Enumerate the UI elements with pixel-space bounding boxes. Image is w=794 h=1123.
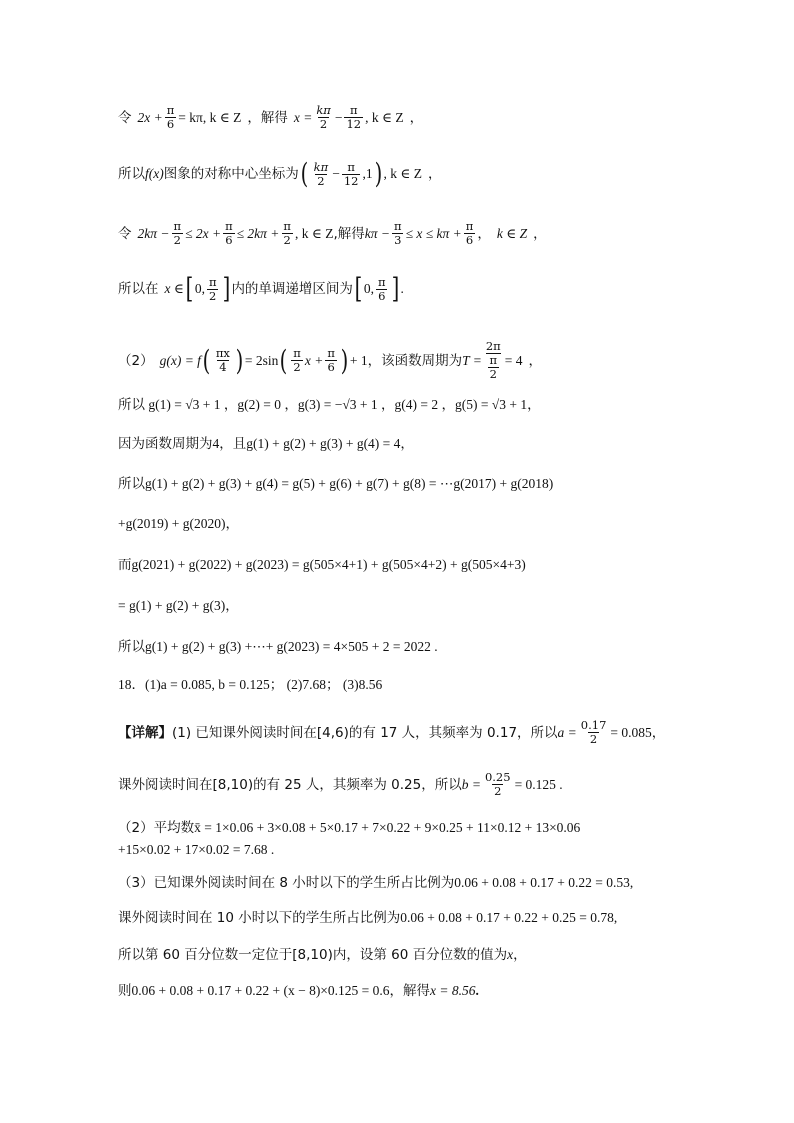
line-5 bbox=[118, 340, 542, 381]
fraction: $\frac{\pi}{2}$ bbox=[293, 346, 301, 374]
math: T = bbox=[462, 352, 482, 368]
math: x ∈ bbox=[164, 281, 184, 296]
math: x̄ = 1×0.06 + 3×0.08 + 5×0.17 + 7×0.22 + 9×0.25 + 11×0.12 + 13×0.06 bbox=[194, 820, 581, 835]
math: + 1 bbox=[349, 352, 368, 368]
math: − bbox=[334, 109, 343, 125]
compound-fraction: 2π π 2 bbox=[485, 339, 501, 381]
math: 4 bbox=[212, 436, 220, 451]
paren-right: ) bbox=[374, 157, 382, 190]
math: 0.06 + 0.08 + 0.17 + 0.22 + 0.25 = 0.78, bbox=[400, 910, 618, 925]
text: (1) 已知课外阅读时间在[4,6)的有 17 人，其频率为 0.17，所以 bbox=[172, 724, 558, 741]
fraction: $\frac{\pi}{12}$ bbox=[343, 159, 359, 188]
text: ， bbox=[428, 166, 442, 182]
text: 因为函数周期为 bbox=[118, 436, 213, 452]
fraction: $\frac{\pi}{12}$ bbox=[346, 103, 362, 131]
math: 0, bbox=[194, 281, 205, 296]
paren-left: ( bbox=[280, 343, 288, 377]
line-8 bbox=[118, 474, 553, 494]
line-15 bbox=[118, 771, 563, 798]
text: 则 bbox=[118, 983, 132, 999]
text: 所以 bbox=[118, 166, 145, 182]
math: = kπ, k ∈ Z bbox=[178, 109, 242, 125]
math: b = bbox=[461, 776, 481, 792]
line-21 bbox=[118, 981, 479, 1001]
math: g(2021) + g(2022) + g(2023) = g(505×4+1) + g(505×4+2) + g(505×4+3) bbox=[131, 557, 526, 572]
line-3 bbox=[118, 220, 547, 247]
text: 课外阅读时间在 10 小时以下的学生所占比例为 bbox=[118, 910, 401, 926]
text: ， bbox=[533, 225, 547, 242]
math: , k ∈ Z bbox=[383, 166, 423, 181]
math: 0.06 + 0.08 + 0.17 + 0.22 + (x − 8)×0.125 = 0.6 bbox=[131, 983, 390, 998]
text: ，该函数周期为 bbox=[367, 352, 463, 369]
paren-right: ) bbox=[340, 343, 349, 377]
text: ， bbox=[513, 947, 527, 963]
line-4 bbox=[118, 272, 404, 305]
text: （2） bbox=[118, 352, 154, 369]
text: 内的单调递增区间为 bbox=[231, 281, 353, 297]
line-1 bbox=[118, 104, 423, 131]
math: , k ∈ Z bbox=[294, 225, 334, 241]
line-19 bbox=[118, 908, 617, 928]
line-17 bbox=[118, 840, 274, 860]
math: − bbox=[332, 166, 340, 181]
math: g(1) + g(2) + g(3) + g(4) = 4 bbox=[246, 436, 401, 451]
line-6 bbox=[118, 395, 541, 415]
math: ≤ 2x + bbox=[185, 225, 222, 241]
text: （2）平均数 bbox=[118, 820, 195, 836]
line-16 bbox=[118, 818, 580, 838]
text: 课外阅读时间在[8,10)的有 25 人，其频率为 0.25，所以 bbox=[118, 776, 462, 793]
text: 所以 bbox=[118, 639, 145, 655]
fraction: $\frac{\pi}{6}$ bbox=[327, 346, 335, 374]
fraction: $\frac{0.17}{2}$ bbox=[580, 718, 607, 746]
answer-summary: 18．(1)a = 0.085, b = 0.125； (2)7.68； (3)8.56 bbox=[118, 677, 383, 692]
line-9 bbox=[118, 514, 239, 534]
text: ，解得 bbox=[389, 983, 431, 999]
line-7 bbox=[118, 434, 414, 454]
math: = g(1) + g(2) + g(3)， bbox=[118, 598, 239, 613]
text: 而 bbox=[118, 557, 132, 573]
text: ，且 bbox=[219, 436, 247, 452]
bracket-right: ] bbox=[391, 272, 399, 305]
fraction: $\frac{\pi}{6}$ bbox=[378, 274, 386, 303]
text: ， bbox=[400, 436, 414, 452]
math: x = 8.56 bbox=[430, 983, 476, 998]
line-11 bbox=[118, 596, 239, 616]
math: x + bbox=[304, 352, 324, 368]
math: 0, bbox=[363, 281, 374, 296]
math: = 0.085， bbox=[610, 724, 666, 740]
fraction: $\frac{\pi}{6}$ bbox=[166, 103, 175, 131]
math: +g(2019) + g(2020)， bbox=[118, 516, 239, 531]
math: kπ − bbox=[364, 225, 391, 241]
fraction: $\frac{\pi}{6}$ bbox=[225, 219, 233, 247]
math: ≤ 2kπ + bbox=[236, 225, 280, 241]
math: = 0.125 . bbox=[514, 776, 563, 792]
math: ≤ x ≤ kπ + bbox=[405, 225, 462, 241]
math: g(1) + g(2) + g(3) + g(4) = g(5) + g(6) + g(7) + g(8) = ⋯g(2017) + g(2018) bbox=[145, 476, 554, 491]
math: 2kπ − bbox=[137, 225, 170, 241]
text: ， bbox=[528, 352, 542, 369]
paren-left: ( bbox=[202, 343, 211, 377]
text: 令 bbox=[118, 225, 132, 242]
math: 2x + bbox=[137, 109, 163, 125]
paren-right: ) bbox=[235, 343, 244, 377]
text: ， bbox=[409, 109, 424, 126]
text: 所以第 60 百分位数一定位于[8,10)内，设第 60 百分位数的值为 bbox=[118, 947, 508, 963]
text: ，解得 bbox=[247, 109, 288, 126]
math: . bbox=[475, 983, 479, 998]
math: g(x) = f bbox=[159, 352, 201, 368]
math: = 4 bbox=[504, 352, 523, 368]
text: ， bbox=[477, 225, 491, 242]
line-18 bbox=[118, 873, 633, 893]
fraction: $\frac{\pi}{2}$ bbox=[208, 274, 217, 303]
math: x bbox=[507, 947, 514, 962]
math: 0.06 + 0.08 + 0.17 + 0.22 = 0.53, bbox=[454, 875, 634, 890]
detail-heading: 【详解】 bbox=[118, 724, 172, 741]
text: （3）已知课外阅读时间在 8 小时以下的学生所占比例为 bbox=[118, 875, 455, 891]
text: ,解得 bbox=[333, 225, 365, 242]
math: g(1) + g(2) + g(3) +⋯+ g(2023) = 4×505 + 2 = 2022 . bbox=[145, 639, 438, 654]
math: ,1 bbox=[362, 166, 373, 181]
fraction: $\frac{k\pi}{2}$ bbox=[313, 159, 329, 188]
fraction: $\frac{\pi}{3}$ bbox=[394, 219, 402, 247]
text: 所以 bbox=[118, 476, 145, 492]
text: 图象的对称中心坐标为 bbox=[163, 166, 299, 182]
bracket-left: [ bbox=[185, 272, 194, 305]
line-20 bbox=[118, 945, 527, 965]
paren-left: ( bbox=[300, 157, 309, 190]
fraction: $\frac{\pi}{2}$ bbox=[283, 219, 291, 247]
math: k ∈ Z bbox=[496, 225, 528, 241]
math: . bbox=[400, 281, 404, 296]
math: +15×0.02 + 17×0.02 = 7.68 . bbox=[118, 842, 275, 857]
fraction: $\frac{\pi x}{4}$ bbox=[215, 346, 230, 374]
math-text: 所以 g(1) = √3 + 1 ，g(2) = 0 ，g(3) = −√3 + 1 ，g(4) = 2 ，g(5) = √3 + 1， bbox=[118, 397, 541, 412]
math: , k ∈ Z bbox=[365, 109, 404, 125]
math: x = bbox=[293, 109, 313, 125]
fraction: $\frac{k\pi}{2}$ bbox=[316, 103, 331, 131]
fraction: $\frac{0.25}{2}$ bbox=[484, 770, 511, 798]
math: a = bbox=[557, 724, 577, 740]
text: 令 bbox=[118, 109, 132, 126]
line-12 bbox=[118, 637, 438, 657]
line-14 bbox=[118, 719, 665, 746]
fraction: $\frac{\pi}{2}$ bbox=[173, 219, 182, 247]
line-13-answer bbox=[118, 675, 382, 695]
text: 所以在 bbox=[118, 281, 159, 297]
line-2 bbox=[118, 157, 442, 190]
math: = 2sin bbox=[244, 352, 279, 368]
line-10 bbox=[118, 555, 526, 575]
fraction: $\frac{\pi}{6}$ bbox=[465, 219, 474, 247]
bracket-right: ] bbox=[222, 272, 230, 305]
math: f(x) bbox=[145, 166, 164, 181]
bracket-left: [ bbox=[354, 272, 363, 305]
